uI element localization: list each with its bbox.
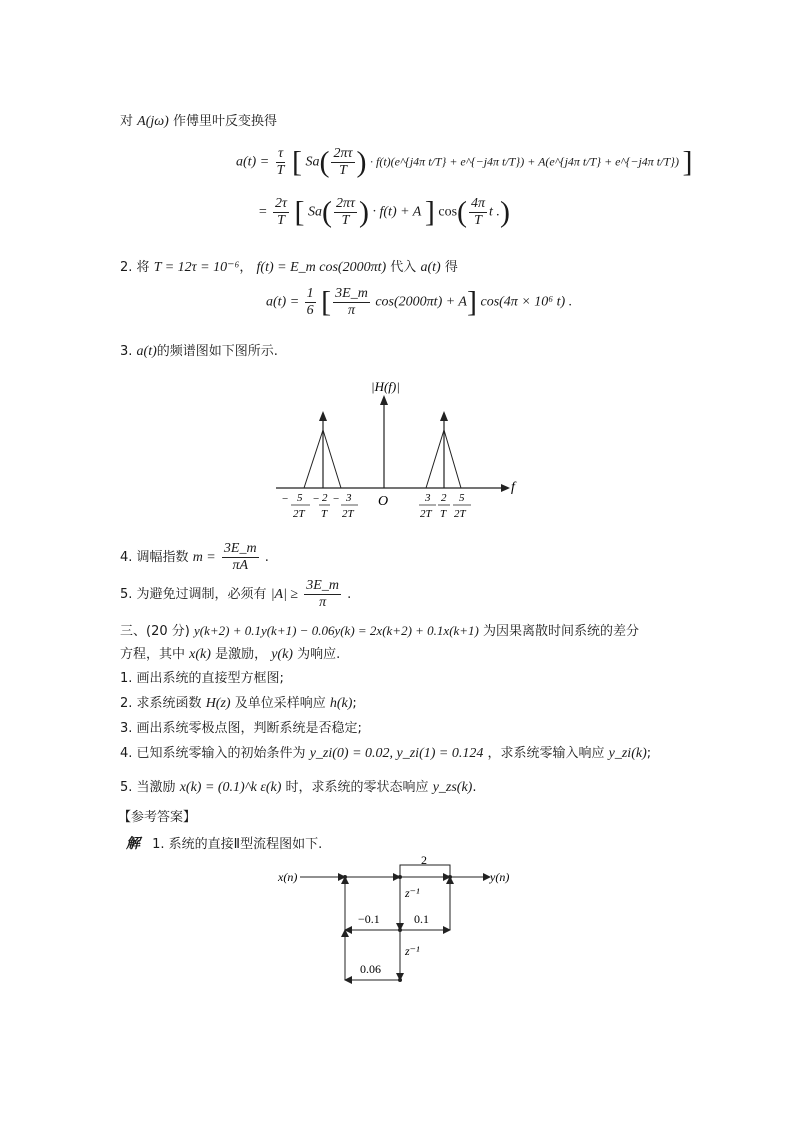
inverse-suffix: 作傅里叶反变换得 [172, 114, 277, 129]
problem3-q5-b: 时，求系统的零状态响应 [285, 780, 429, 795]
eq2-sa-frac [334, 196, 357, 229]
problem3-line2-y: y(k) [271, 647, 293, 662]
svg-text:5: 5 [297, 492, 303, 504]
eq3-inner-num: 3E_m [335, 286, 368, 301]
flow-output-label: y(n) [490, 870, 510, 884]
eq2-cos-frac [469, 196, 487, 229]
equation-3: a(t) = $\frac{1}{6}$ [ $\frac{3E\_m}{\pi}$ cos(2000πt) + A] cos(4π × 10⁶ t) . [266, 285, 573, 319]
inverse-transform-line [120, 110, 277, 130]
eq2-sa-den: T [341, 213, 350, 228]
item4-den: πA [232, 558, 249, 573]
item2-mid: 代入 [390, 260, 417, 275]
item3-label: 3. [120, 344, 133, 359]
problem3-suffix: 为因果离散时间系统的差分 [483, 624, 640, 639]
answer-text: 1. 系统的直接Ⅱ型流程图如下. [152, 837, 323, 852]
problem3-line2-x: x(k) [189, 647, 211, 662]
svg-text:T: T [440, 508, 447, 520]
item5-den: π [319, 595, 327, 610]
spectrum-tick-5 [438, 492, 450, 520]
equation-2: = $\frac{2\tau}{T}$ [ Sa( $\frac{2\pi\tau}{T}$ ) · f(t) + A ] cos( $\frac{4\pi}{T}$ t .) [258, 195, 510, 229]
eq1-sa-den: T [339, 163, 347, 178]
eq1-body: · f(t)(e^{j4π t/T} + e^{−j4π t/T}) + A(e^{j4π t/T} + e^{−j4π t/T}) [370, 154, 679, 169]
spectrum-y-label: |H(f)| [371, 379, 400, 394]
spectrum-tick-1 [282, 492, 310, 520]
item5-tail: . [347, 587, 352, 602]
flow-coef-left: −0.1 [358, 912, 380, 926]
item2-expr3: a(t) [420, 260, 441, 275]
problem3-line2-c: 为响应. [297, 647, 341, 662]
problem3-q5-c: . [472, 780, 477, 795]
eq1-frac-num: τ [278, 146, 284, 161]
eq2-frac [273, 196, 289, 229]
eq2-frac-den: T [277, 213, 285, 228]
problem3-q5-eq: x(k) = (0.1)^k ε(k) [179, 780, 282, 795]
item5-label: 5. 为避免过调制，必须有 [120, 587, 267, 602]
svg-text:−: − [282, 493, 289, 505]
spectrum-origin-label: O [378, 494, 389, 509]
problem3-q4 [120, 742, 651, 762]
spectrum-y-arrow [380, 395, 388, 405]
spectrum-right-carrier-arrow [440, 411, 448, 421]
answer-header: 【参考答案】 [118, 810, 197, 825]
eq2-mid: · f(t) + A [372, 204, 422, 220]
item2-expr2: f(t) = E_m cos(2000πt) [256, 260, 387, 275]
problem3-q4-c: ; [646, 746, 652, 761]
item5-num: 3E_m [306, 578, 339, 593]
inverse-prefix: 对 [120, 114, 134, 129]
eq2-lhs: = [258, 204, 268, 220]
spectrum-tick-6 [453, 492, 471, 520]
eq1-lhs: a(t) = [236, 154, 270, 170]
eq1-frac [275, 146, 287, 179]
svg-text:2T: 2T [454, 508, 466, 520]
item5-lhs: |A| ≥ [270, 587, 299, 602]
item-3-line [120, 340, 278, 360]
eq3-inner-frac [333, 286, 370, 319]
problem3-q5-a: 5. 当激励 [120, 780, 176, 795]
eq2-cos-label: cos [438, 204, 458, 220]
item2-expr1: T = 12τ = 10⁻⁶ [153, 260, 240, 275]
eq3-tail: cos(4π × 10⁶ t) . [480, 294, 573, 310]
svg-text:−: − [313, 493, 320, 505]
answer-jie: 解 [126, 836, 140, 852]
svg-text:3: 3 [425, 492, 431, 504]
item4-lhs: m = [192, 550, 216, 565]
spectrum-figure [260, 375, 530, 525]
svg-text:3: 3 [346, 492, 352, 504]
eq3-frac-den: 6 [306, 303, 314, 318]
spectrum-x-arrow [501, 484, 510, 492]
eq3-inner-den: π [348, 303, 356, 318]
answer-line-1 [126, 833, 322, 853]
spectrum-left-carrier-arrow [319, 411, 327, 421]
flow-coef-bottom: 0.06 [360, 962, 381, 976]
problem3-q2-b: 及单位采样响应 [234, 696, 326, 711]
spectrum-tick-4 [419, 492, 436, 520]
flow-input-label: x(n) [278, 870, 298, 884]
problem3-q4-b: ，求系统零输入响应 [487, 746, 605, 761]
eq2-cos-num: 4π [471, 196, 486, 211]
problem3-q4-a: 4. 已知系统零输入的初始条件为 [120, 746, 306, 761]
item5-frac [304, 578, 341, 611]
item3-text: 的频谱图如下图所示. [156, 344, 278, 359]
eq1-frac-den: T [276, 163, 285, 178]
eq1-sa-num: 2πτ [333, 146, 353, 161]
eq3-lhs: a(t) = [266, 294, 300, 310]
problem3-q4-eq: y_zi(0) = 0.02, y_zi(1) = 0.124 [309, 746, 484, 761]
problem3-line-2 [120, 643, 340, 663]
eq2-cos-den: T [474, 213, 482, 228]
item4-frac [222, 541, 259, 574]
eq2-frac-num: 2τ [274, 196, 287, 211]
inverse-expr: A(jω) [137, 114, 169, 129]
eq3-body: cos(2000πt) + A [375, 294, 467, 310]
problem3-q2-h: h(k) [329, 696, 353, 711]
problem3-equation: y(k+2) + 0.1y(k+1) − 0.06y(k) = 2x(k+2) + 0.1x(k+1) [193, 623, 479, 638]
item-4-line [120, 541, 269, 574]
svg-text:2T: 2T [420, 508, 432, 520]
problem3-line2-b: 是激励， [215, 647, 268, 662]
item2-label: 2. 将 [120, 260, 150, 275]
svg-text:2T: 2T [293, 508, 305, 520]
item-5-line [120, 578, 351, 611]
problem3-line2-a: 方程，其中 [120, 647, 186, 662]
flow-gain-label: 2 [421, 855, 427, 867]
problem3-q5 [120, 776, 476, 796]
flow-diagram [270, 855, 530, 995]
problem3-q1: 1. 画出系统的直接型方框图; [120, 671, 284, 686]
svg-text:2T: 2T [342, 508, 354, 520]
item-2-line [120, 256, 458, 276]
problem3-q2 [120, 692, 357, 712]
item3-expr: a(t) [136, 344, 157, 359]
eq2-tail: t . [489, 204, 500, 220]
problem3-q4-y: y_zi(k) [608, 746, 647, 761]
spectrum-x-label: f [511, 480, 515, 495]
problem3-q2-H: H(z) [205, 696, 231, 711]
eq3-frac-num: 1 [306, 286, 314, 301]
item4-num: 3E_m [223, 541, 257, 556]
eq1-sa-frac [331, 146, 354, 179]
spectrum-tick-2 [313, 492, 330, 520]
svg-text:T: T [321, 508, 328, 520]
problem3-line-1 [120, 620, 639, 639]
spectrum-tick-3 [333, 492, 358, 520]
svg-text:5: 5 [459, 492, 465, 504]
problem3-q3: 3. 画出系统零极点图，判断系统是否稳定; [120, 721, 362, 736]
flow-delay-2-label: z⁻¹ [405, 944, 420, 958]
problem3-prefix: 三、(20 分) [120, 624, 190, 639]
svg-text:2: 2 [441, 492, 447, 504]
svg-text:2: 2 [322, 492, 328, 504]
item2-suffix: 得 [444, 260, 458, 275]
equation-1: a(t) = $\frac{\tau}{T}$ [ Sa( $\frac{2\pi\tau}{T}$ ) · f(t)(e^{j4π t/T} + e^{−j4π t/T}) + A(e^{j4π t/T} + e^{−j4π t/T}) ] [236, 145, 693, 179]
problem3-q2-a: 2. 求系统函数 [120, 696, 202, 711]
flow-delay-1-label: z⁻¹ [405, 886, 420, 900]
problem3-q2-c: ; [352, 696, 357, 711]
item4-tail: . [264, 550, 269, 565]
eq3-frac [305, 286, 316, 319]
flow-coef-right: 0.1 [414, 912, 429, 926]
eq2-sa-num: 2πτ [335, 196, 355, 211]
svg-text:−: − [333, 493, 340, 505]
problem3-q5-y: y_zs(k) [432, 780, 473, 795]
eq1-sa-label: Sa [305, 154, 320, 170]
item2-sep: ， [239, 260, 253, 275]
eq2-sa-label: Sa [307, 204, 322, 220]
item4-label: 4. 调幅指数 [120, 550, 189, 565]
